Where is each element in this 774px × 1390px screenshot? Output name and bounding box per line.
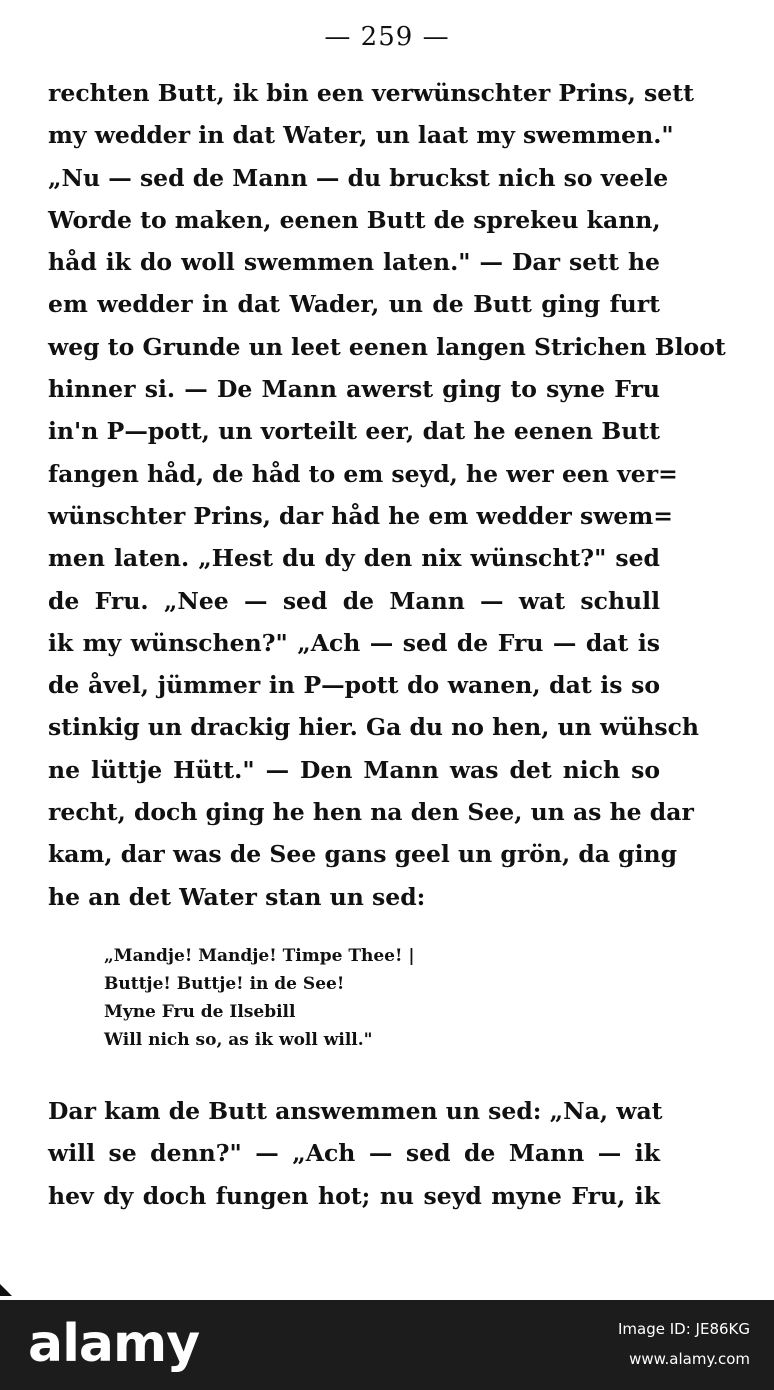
text-line: will se denn?" — „Ach — sed de Mann — ik xyxy=(48,1139,660,1168)
text-line: weg to Grunde un leet eenen langen Strichen Bloot xyxy=(48,332,726,361)
text-line: recht, doch ging he hen na den See, un as he dar xyxy=(48,798,694,827)
text-line: de Fru. „Nee — sed de Mann — wat schull xyxy=(48,586,660,615)
text-line: rechten Butt, ik bin een verwünschter Prins, sett xyxy=(48,79,694,107)
text-line: ne lüttje Hütt." — Den Mann was det nich so xyxy=(48,755,660,784)
site-url: www.alamy.com xyxy=(629,1350,750,1368)
text-line: hev dy doch fungen hot; nu seyd myne Fru, ik xyxy=(48,1181,660,1210)
verse-block xyxy=(104,942,524,1054)
watermark-footer xyxy=(0,1300,774,1390)
corner-mark xyxy=(0,1284,12,1296)
page-number: — 259 — xyxy=(324,22,450,52)
text-line: he an det Water stan un sed: xyxy=(48,882,426,911)
body-text-continued xyxy=(48,1090,663,1217)
text-line: ik my wünschen?" „Ach — sed de Fru — dat is xyxy=(48,628,660,657)
text-line: Dar kam de Butt answemmen un sed: „Na, wat xyxy=(48,1097,663,1125)
text-line: stinkig un drackig hier. Ga du no hen, un wühsch xyxy=(48,713,699,742)
verse-line: Buttje! Buttje! in de See! xyxy=(104,974,345,994)
text-line: Worde to maken, eenen Butt de sprekeu kann, xyxy=(48,205,661,234)
verse-line: Will nich so, as ik woll will." xyxy=(104,1030,373,1050)
text-line: „Nu — sed de Mann — du bruckst nich so veele xyxy=(48,163,669,192)
text-line: wünschter Prins, dar håd he em wedder swem= xyxy=(48,501,673,530)
text-line: håd ik do woll swemmen laten." — Dar sett he xyxy=(48,248,660,277)
text-line: fangen håd, de håd to em seyd, he wer een ver= xyxy=(48,459,678,488)
text-line: in'n P—pott, un vorteilt eer, dat he eenen Butt xyxy=(48,417,660,446)
verse-line: Myne Fru de Ilsebill xyxy=(104,1002,296,1022)
brand-logo: alamy xyxy=(28,1314,200,1374)
text-line: hinner si. — De Mann awerst ging to syne Fru xyxy=(48,375,660,404)
text-line: de åvel, jümmer in P—pott do wanen, dat is so xyxy=(48,671,660,700)
text-line: em wedder in dat Wader, un de Butt ging furt xyxy=(48,290,660,319)
text-line: my wedder in dat Water, un laat my swemmen." xyxy=(48,121,674,150)
body-text xyxy=(48,72,726,918)
text-line: kam, dar was de See gans geel un grön, da ging xyxy=(48,840,678,869)
text-line: men laten. „Hest du dy den nix wünscht?" sed xyxy=(48,544,660,573)
verse-line: „Mandje! Mandje! Timpe Thee! | xyxy=(104,946,415,966)
image-id-label: Image ID: JE86KG xyxy=(618,1320,750,1338)
